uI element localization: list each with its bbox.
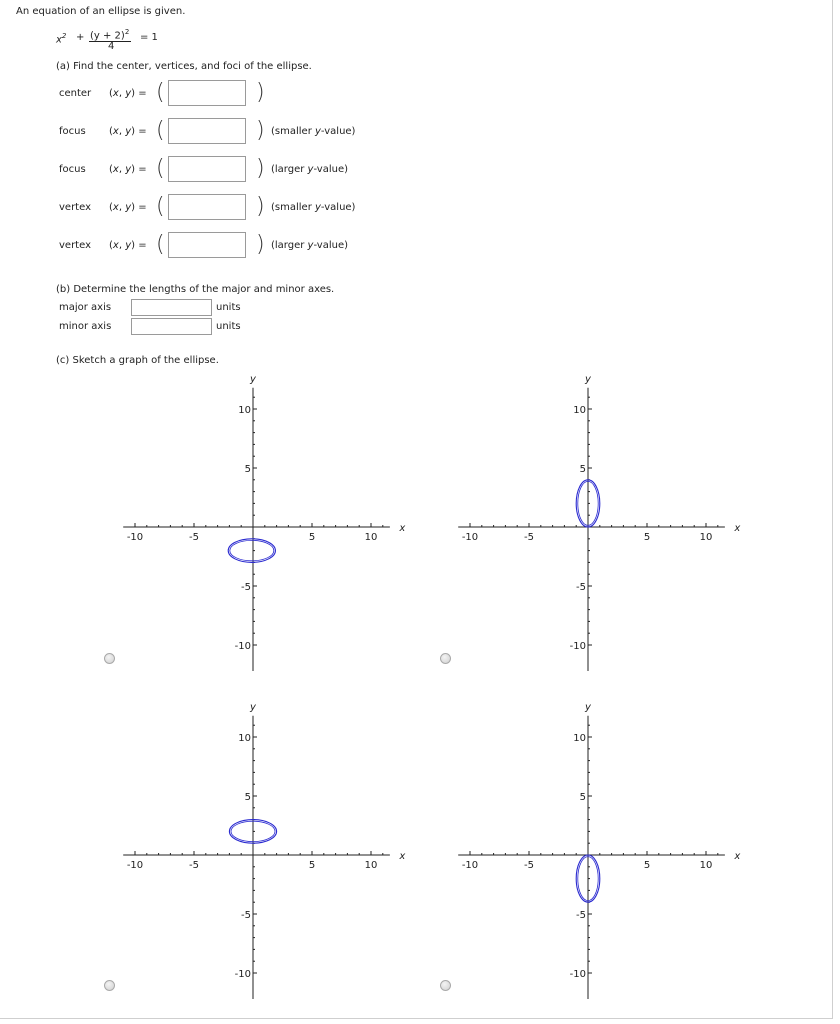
x-axis-label: x	[399, 851, 406, 862]
graph-option-1[interactable]	[113, 373, 413, 677]
left-paren: (	[156, 232, 165, 257]
y-tick-label: 5	[244, 464, 251, 475]
x-axis-label: x	[734, 523, 741, 534]
right-paren: )	[256, 194, 265, 219]
y-tick-label: 5	[244, 792, 251, 803]
row-label: focus	[59, 164, 86, 175]
x-tick-label: -10	[461, 532, 479, 543]
row-label: vertex	[59, 202, 91, 213]
y-tick-label: -5	[241, 910, 251, 921]
part-c-prompt: (c) Sketch a graph of the ellipse.	[56, 355, 219, 366]
x-axis-label: x	[399, 523, 406, 534]
x-tick-label: -10	[126, 532, 144, 543]
graph-option-1-radio[interactable]	[104, 653, 115, 664]
vertex-larger-input[interactable]	[168, 232, 246, 258]
x-tick-label: -10	[461, 860, 479, 871]
center-input[interactable]	[168, 80, 246, 106]
equation-plus: +	[76, 32, 85, 43]
coord-label: (x, y) =	[109, 164, 147, 175]
left-paren: (	[156, 80, 165, 105]
x-tick-label: 5	[308, 860, 316, 871]
y-tick-label: -5	[241, 582, 251, 593]
x-tick-label: 10	[364, 532, 378, 543]
row-hint: (smaller y-value)	[271, 202, 356, 213]
y-tick-label: 5	[579, 464, 586, 475]
equation-equals: = 1	[140, 32, 158, 43]
y-tick-label: 10	[573, 733, 586, 744]
row-label: center	[59, 88, 92, 99]
y-tick-label: -10	[569, 969, 586, 980]
x-tick-label: 5	[643, 532, 651, 543]
x-tick-label: -5	[189, 860, 199, 871]
x-tick-label: 10	[699, 860, 713, 871]
graph-option-2-radio[interactable]	[440, 653, 451, 664]
left-paren: (	[156, 118, 165, 143]
right-paren: )	[256, 232, 265, 257]
part-a-prompt: (a) Find the center, vertices, and foci of the ellipse.	[56, 61, 312, 72]
coord-label: (x, y) =	[109, 126, 147, 137]
focus-smaller-input[interactable]	[168, 118, 246, 144]
x-tick-label: -5	[524, 532, 534, 543]
row-hint: (larger y-value)	[271, 164, 349, 175]
coord-label: (x, y) =	[109, 88, 147, 99]
row-hint: (smaller y-value)	[271, 126, 356, 137]
x-tick-label: -5	[524, 860, 534, 871]
ellipse-curve	[228, 539, 275, 563]
left-paren: (	[156, 194, 165, 219]
y-tick-label: 5	[579, 792, 586, 803]
y-tick-label: -10	[234, 969, 251, 980]
y-tick-label: -5	[576, 582, 586, 593]
y-axis-label: y	[585, 701, 591, 713]
coord-label: (x, y) =	[109, 202, 147, 213]
major-axis-label: major axis	[59, 302, 112, 313]
vertex-smaller-input[interactable]	[168, 194, 246, 220]
y-axis-label: y	[585, 373, 591, 385]
x-tick-label: 10	[699, 532, 713, 543]
right-paren: )	[256, 80, 265, 105]
coord-label: (x, y) =	[109, 240, 147, 251]
right-paren: )	[256, 118, 265, 143]
x-axis-label: x	[734, 851, 741, 862]
y-tick-label: -10	[569, 641, 586, 652]
equation-denominator: 4	[108, 41, 115, 52]
major-axis-input[interactable]	[131, 299, 212, 316]
y-axis-label: y	[250, 373, 256, 385]
y-tick-label: 10	[238, 405, 251, 416]
graph-option-3[interactable]	[113, 701, 413, 1005]
row-hint: (larger y-value)	[271, 240, 349, 251]
x-tick-label: 5	[308, 532, 316, 543]
minor-axis-input[interactable]	[131, 318, 212, 335]
graph-option-2[interactable]	[448, 373, 748, 677]
part-b-prompt: (b) Determine the lengths of the major and minor axes.	[56, 284, 335, 295]
equation-numerator: $(y + 2)^2$	[90, 28, 130, 42]
y-axis-label: y	[250, 701, 256, 713]
x-tick-label: -10	[126, 860, 144, 871]
right-paren: )	[256, 156, 265, 181]
row-label: vertex	[59, 240, 91, 251]
minor-axis-label: minor axis	[59, 321, 112, 332]
left-paren: (	[156, 156, 165, 181]
y-tick-label: -5	[576, 910, 586, 921]
graph-option-4-radio[interactable]	[440, 980, 451, 991]
x-tick-label: 5	[643, 860, 651, 871]
minor-axis-unit: units	[216, 321, 241, 332]
question-title: An equation of an ellipse is given.	[16, 6, 186, 17]
ellipse-curve-inner	[230, 540, 274, 560]
row-label: focus	[59, 126, 86, 137]
graph-option-3-radio[interactable]	[104, 980, 115, 991]
y-tick-label: 10	[238, 733, 251, 744]
x-tick-label: 10	[364, 860, 378, 871]
y-tick-label: -10	[234, 641, 251, 652]
focus-larger-input[interactable]	[168, 156, 246, 182]
x-tick-label: -5	[189, 532, 199, 543]
major-axis-unit: units	[216, 302, 241, 313]
graph-option-4[interactable]	[448, 701, 748, 1005]
y-tick-label: 10	[573, 405, 586, 416]
equation-x-term: $x^2$	[56, 32, 67, 46]
